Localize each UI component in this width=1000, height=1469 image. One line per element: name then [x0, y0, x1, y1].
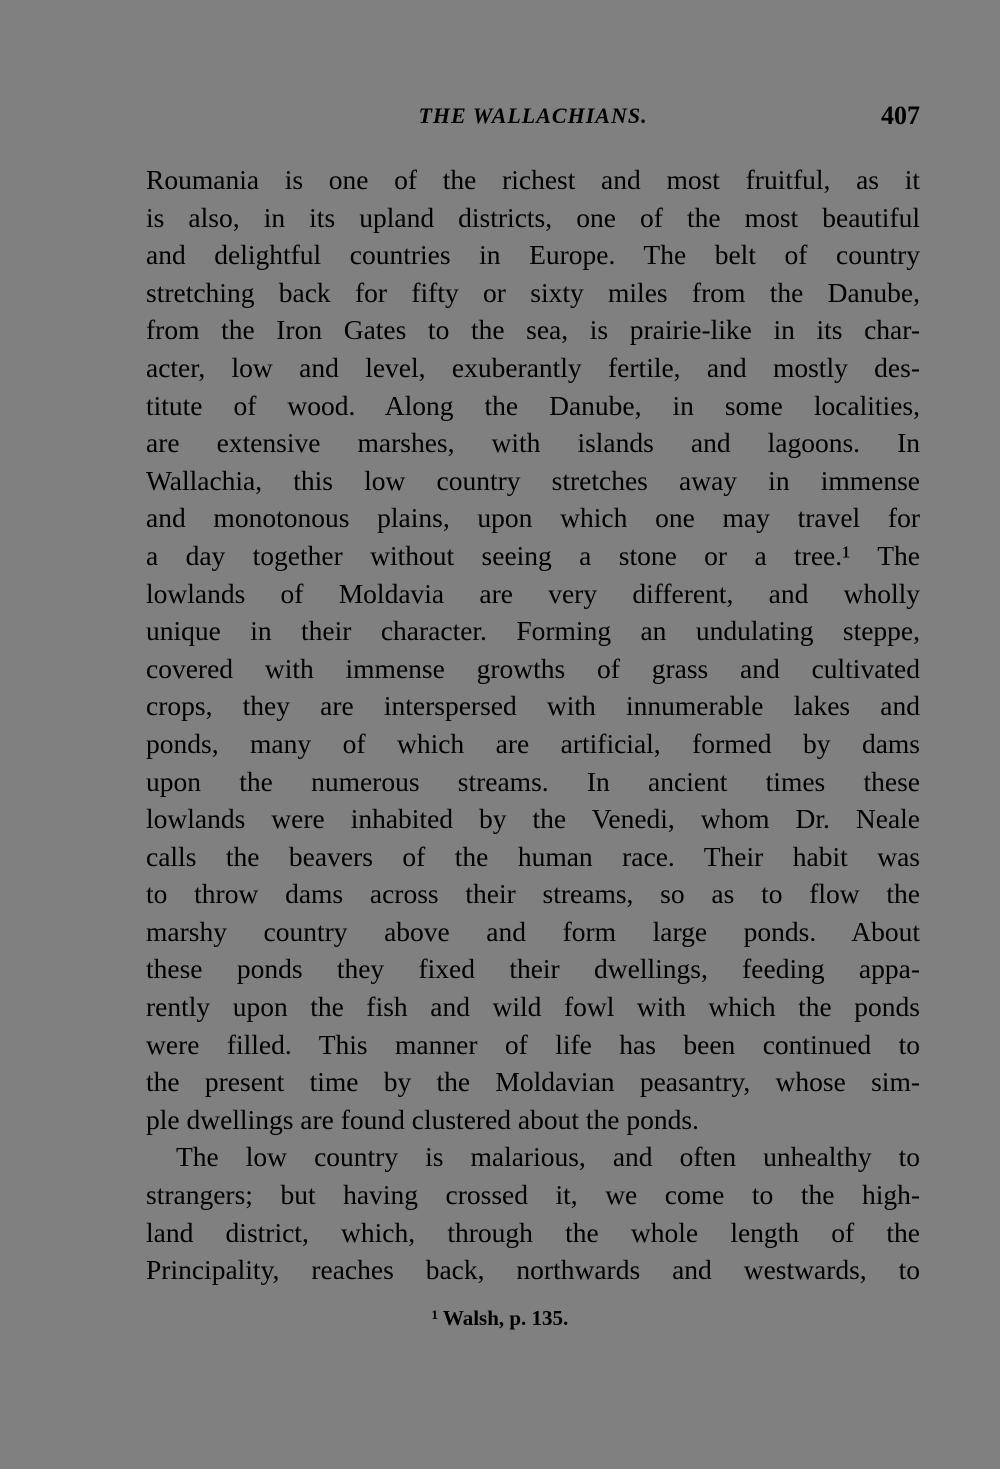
text-line: and monotonous plains, upon which one may travel for: [146, 502, 920, 534]
text-line: strangers; but having crossed it, we come to the high-: [146, 1179, 920, 1211]
text-line: these ponds they fixed their dwellings, feeding appa-: [146, 953, 920, 985]
text-line: are extensive marshes, with islands and lagoons. In: [146, 427, 920, 459]
text-line: unique in their character. Forming an undulating steppe,: [146, 615, 920, 647]
text-line: marshy country above and form large ponds. About: [146, 915, 920, 947]
text-line: upon the numerous streams. In ancient times these: [146, 765, 920, 797]
text-line: Wallachia, this low country stretches away in immense: [146, 464, 920, 496]
text-line: crops, they are interspersed with innumerable lakes and: [146, 690, 920, 722]
footnote: ¹ Walsh, p. 135.: [431, 1306, 569, 1330]
text-line: and delightful countries in Europe. The belt of country: [146, 239, 920, 271]
text-line: Principality, reaches back, northwards and westwards, to: [146, 1254, 920, 1286]
text-line: acter, low and level, exuberantly fertile, and mostly des-: [146, 351, 920, 383]
page-number: 407: [881, 101, 920, 130]
text-line: is also, in its upland districts, one of the most beautiful: [146, 201, 920, 233]
running-head: [146, 96, 920, 136]
text-line: ple dwellings are found clustered about the ponds.: [146, 1103, 699, 1135]
text-line: the present time by the Moldavian peasantry, whose sim-: [146, 1066, 920, 1098]
text-line: were filled. This manner of life has been continued to: [146, 1028, 920, 1060]
text-line: from the Iron Gates to the sea, is prairie-like in its char-: [146, 314, 920, 346]
text-line: ponds, many of which are artificial, formed by dams: [146, 727, 920, 759]
running-title: THE WALLACHIANS.: [418, 103, 648, 128]
text-line: lowlands of Moldavia are very different, and wholly: [146, 577, 920, 609]
body-text: [146, 161, 920, 1289]
text-line: titute of wood. Along the Danube, in some localities,: [146, 389, 920, 421]
text-line: lowlands were inhabited by the Venedi, whom Dr. Neale: [146, 803, 920, 835]
text-line: stretching back for fifty or sixty miles from the Danube,: [146, 276, 920, 308]
text-line: to throw dams across their streams, so as to flow the: [146, 878, 920, 910]
text-line: Roumania is one of the richest and most fruitful, as it: [146, 164, 920, 195]
text-line: rently upon the fish and wild fowl with which the ponds: [146, 991, 920, 1023]
text-line: calls the beavers of the human race. Their habit was: [146, 840, 920, 872]
text-line: The low country is malarious, and often unhealthy to: [176, 1141, 920, 1173]
text-line: covered with immense growths of grass and cultivated: [146, 652, 920, 684]
text-line: land district, which, through the whole length of the: [146, 1216, 920, 1248]
text-line: a day together without seeing a stone or a tree.¹ The: [146, 539, 920, 571]
